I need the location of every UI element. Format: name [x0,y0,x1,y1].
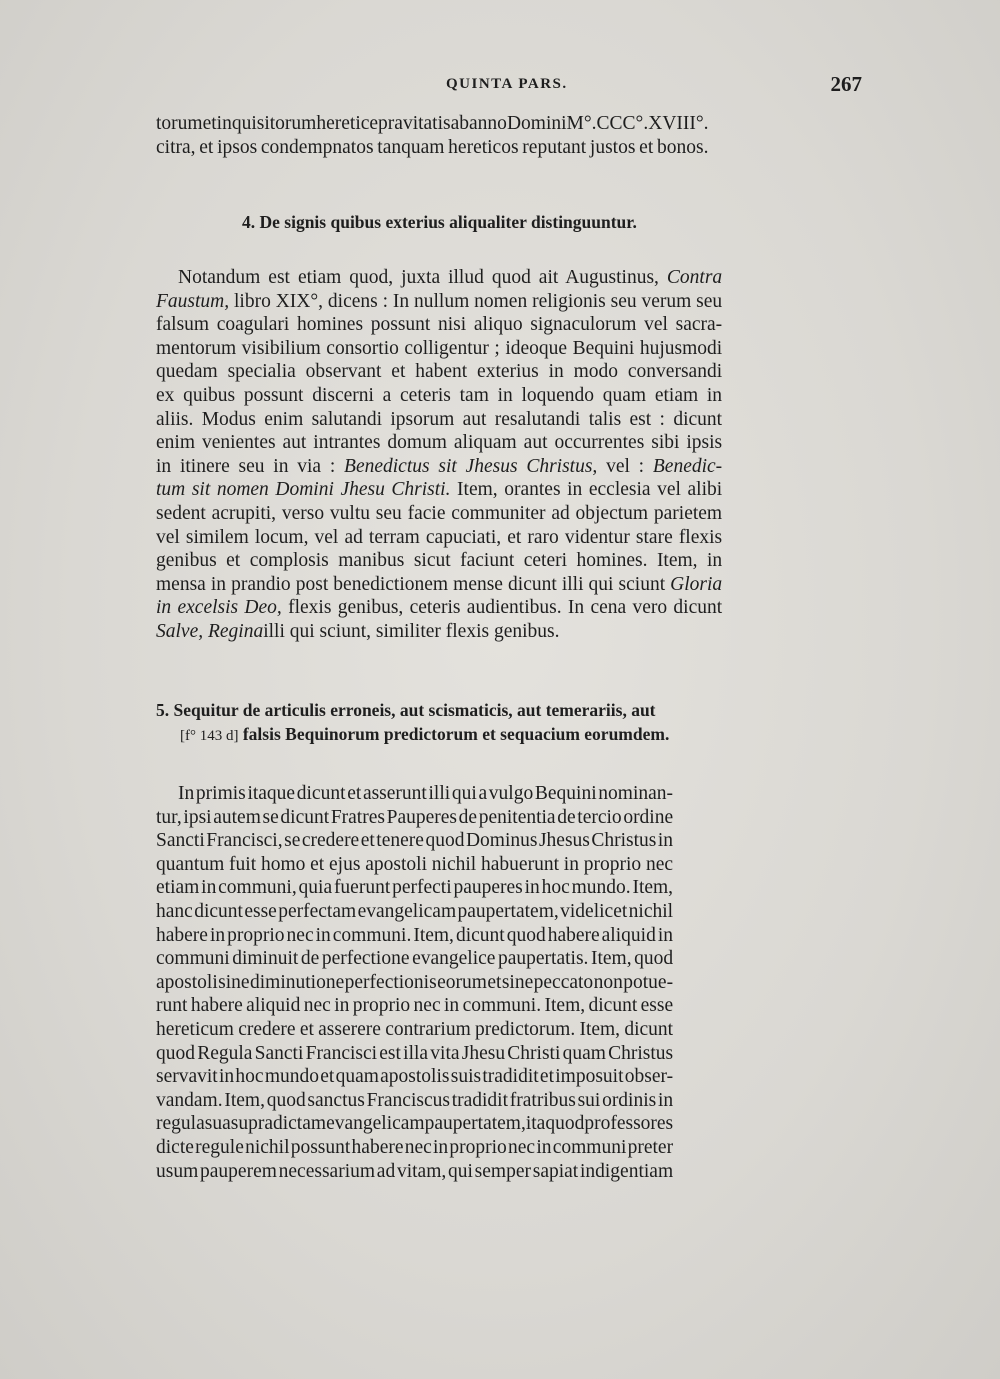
text-line: tur, ipsi autem se dicunt Fratres Pauperes de penitentia de tercio ordine [156,806,674,828]
text-line: tum sit nomen Domini Jhesu Christi. Item, orantes in ecclesia vel alibi [156,479,723,501]
text-line: Sancti Francisci, se credere et tenere quod Dominus Jhesus Christus in [156,830,674,852]
paragraph-signs [156,266,722,644]
text-line: quod Regula Sancti Francisci est illa vita Jhesu Christi quam Christus [156,1042,674,1064]
text-line: apostoli sine diminutione perfectionis eorum et sine peccato non potue- [156,971,674,993]
folio-reference: [f° 143 d] [180,728,239,744]
text-line: In primis itaque dicunt et asserunt illi qui a vulgo Bequini nominan- [178,783,674,804]
text-line: dicte regule nichil possunt habere nec in proprio nec in communi preter [156,1136,674,1158]
text-line: ex quibus possunt discerni a ceteris tam in loquendo quam etiam in [156,384,723,406]
running-head [156,72,862,100]
section-heading-5: 5. Sequitur de articulis erroneis, aut scismaticis, aut temerariis, aut [156,700,656,720]
text-line: in excelsis Deo, flexis genibus, ceteris audientibus. In cena vero dicunt [156,597,723,619]
text-line: quantum fuit homo et ejus apostoli nichil habuerunt in proprio nec [156,853,674,875]
text-line: hanc dicunt esse perfectam evangelicam paupertatem, videlicet nichil [156,900,674,922]
text-line: vandam. Item, quod sanctus Franciscus tradidit fratribus sui ordinis in [156,1089,674,1111]
text-line: torum et inquisitorum heretice pravitatis ab anno Domini M°.CCC°.XVIII°. [156,113,709,134]
text-line: Notandum est etiam quod, juxta illud quod ait Augustinus, Contra [178,267,723,288]
text-line: in itinere seu in via : Benedictus sit Jhesus Christus, vel : Benedic- [156,455,723,477]
text-line: regula sua supra dictam evangelicam paupertatem, ita quod professores [156,1113,674,1135]
page-number: 267 [830,72,862,96]
text-line: aliis. Modus enim salutandi ipsorum aut resalutandi talis est : dicunt [156,408,723,430]
running-title: QUINTA PARS. [446,76,568,92]
heading-text: falsis Bequinorum predictorum et sequacium eorumdem. [242,724,670,744]
text-line: quedam specialia observant et habent exterius in modo conversandi [156,361,723,383]
text-line: runt habere aliquid nec in proprio nec in communi. Item, dicunt esse [156,995,674,1017]
paragraph-continuation [156,112,709,159]
text-line: falsum coagulari homines possunt nisi aliquo signaculorum vel sacra- [156,314,723,336]
paragraph-articles [156,782,673,1183]
text-line: etiam in communi, quia fuerunt perfecti pauperes in hoc mundo. Item, [156,877,674,899]
text-line: mentorum visibilium consortio colligentur ; ideoque Bequini hujusmodi [156,337,723,359]
text-line: citra, et ipsos condempnatos tanquam hereticos reputant justos et bonos. [156,136,709,158]
text-line: servavit in hoc mundo et quam apostolis suis tradidit et imposuit obser- [156,1066,674,1088]
text-line: genibus et complosis manibus sicut faciunt ceteri homines. Item, in [156,550,723,572]
text-line: habere in proprio nec in communi. Item, dicunt quod habere aliquid in [156,924,673,946]
text-line: mensa in prandio post benedictionem mense dicunt illi qui sciunt Gloria [156,573,723,595]
text-line: vel similem locum, vel ad terram capuciati, et raro videntur stare flexis [156,526,723,548]
section-heading-5-cont [180,722,669,746]
text-line: sedent acrupiti, verso vultu seu facie communiter ad objectum parietem [156,502,723,524]
text-line: communi diminuit de perfectione evangelice paupertatis. Item, quod [156,948,674,970]
text-line: Salve, Regina illi qui sciunt, similiter flexis genibus. [156,620,560,642]
text-line: usum pauperem necessarium ad vitam, qui semper sapiat indigentiam [156,1160,674,1182]
section-heading-4: 4. De signis quibus exterius aliqualiter distinguuntur. [242,212,637,232]
text-line: Faustum, libro XIX°, dicens : In nullum nomen religionis seu verum seu [156,290,723,312]
text-line: enim venientes aut intrantes domum aliquam aut occurrentes sibi ipsis [156,432,723,454]
text-line: hereticum credere et asserere contrarium predictorum. Item, dicunt [156,1018,674,1040]
